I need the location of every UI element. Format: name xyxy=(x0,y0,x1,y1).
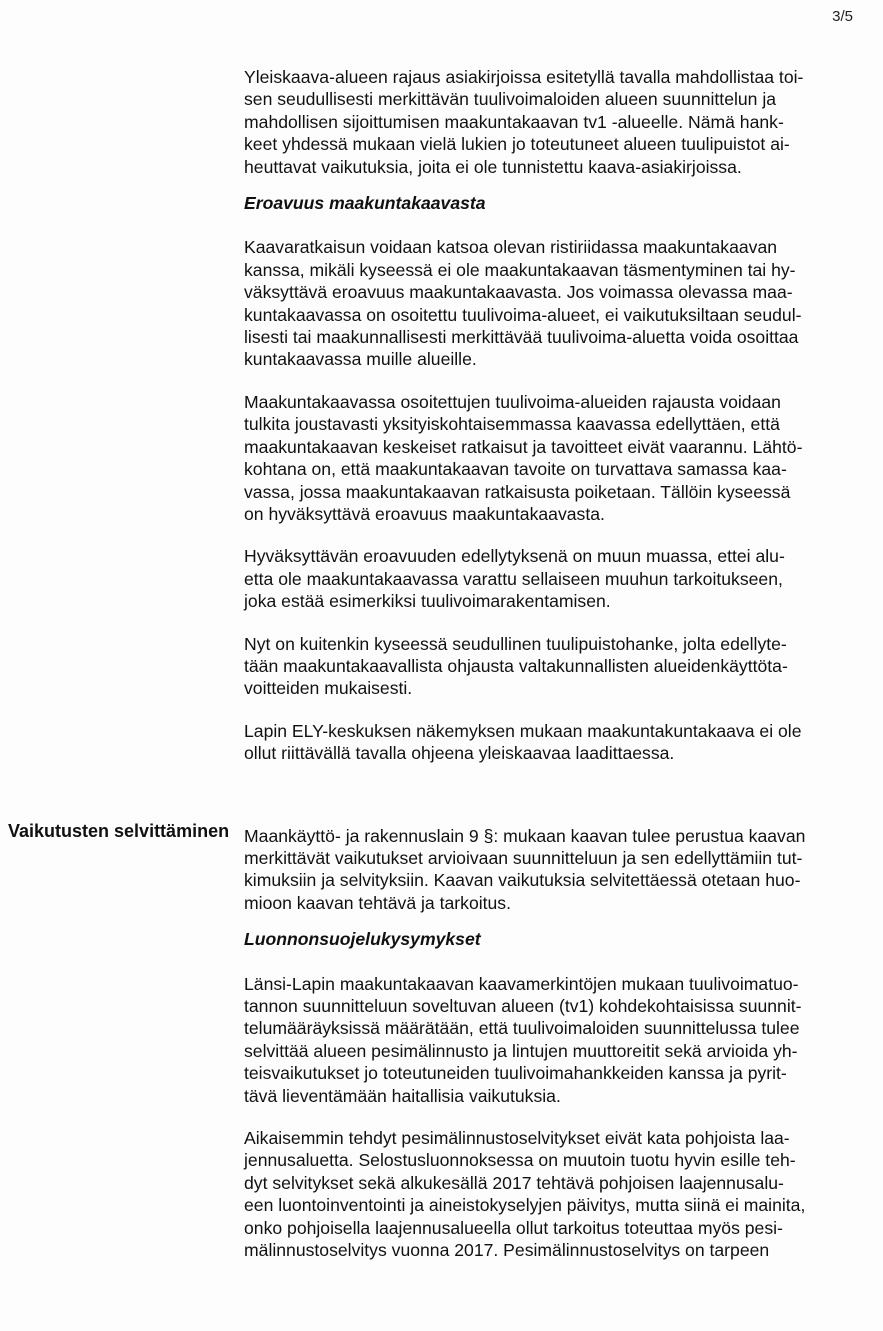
subheading: Eroavuus maakuntakaavasta xyxy=(244,193,486,214)
paragraph: Hyväksyttävän eroavuuden edellytyksenä on muun muassa, ettei alu- etta ole maakuntakaavassa varattu sellaiseen muuhun tarkoitukseen, joka estää esimerkiksi tuulivoimarakentamisen. xyxy=(244,546,785,612)
paragraph: Lapin ELY-keskuksen näkemyksen mukaan maakuntakuntakaava ei ole ollut riittävällä tavalla ohjeena yleiskaavaa laadittaessa. xyxy=(244,720,802,764)
section-gap xyxy=(244,785,878,825)
page-number: 3/5 xyxy=(832,8,853,25)
paragraph: Maakuntakaavassa osoitettujen tuulivoima-alueiden rajausta voidaan tulkita joustavasti yksityiskohtaisemmassa kaavassa edellyttäen, että maakuntakaavan keskeiset ratkaisut ja tavoitteet eivät vaarannu. Lähtö- kohtana on, että maakuntakaavan tavoite on turvattava samassa kaa- vassa, jossa maakuntakaavan ratkaisusta poiketaan. Tällöin kyseessä on hyväksyttävä eroavuus maakuntakaavasta. xyxy=(244,391,803,524)
paragraph: Kaavaratkaisun voidaan katsoa olevan ristiriidassa maakuntakaavan kanssa, mikäli kyseessä ei ole maakuntakaavan täsmentyminen tai hy- väksyttävä eroavuus maakuntakaavasta. Jos voimassa olevassa maa- kuntakaavassa on osoitettu tuulivoima-alueet, ei vaikutuksiltaan seudul- lisesti tai maakunnallisesti merkittävää tuulivoima-aluetta voida osoittaa kuntakaavassa muille alueille. xyxy=(244,237,802,370)
body-section-top xyxy=(244,66,878,765)
paragraph: Länsi-Lapin maakuntakaavan kaavamerkintöjen mukaan tuulivoimatuo- tannon suunnitteluun soveltuvan alueen (tv1) kohdekohtaisissa suunnit- telumääräyksissä määrätään, että tuulivoimaloiden suunnittelussa tulee selvittää alueen pesimälinnusto ja lintujen muuttoreitit sekä arvioida yh- teisvaikutukset jo toteutuneiden tuulivoimahankkeiden kanssa ja pyrit- tävä lieventämään haitallisia vaikutuksia. xyxy=(244,973,802,1106)
document-body xyxy=(244,66,878,1281)
section-heading-impact-assessment: Vaikutusten selvittäminen xyxy=(8,821,230,841)
paragraph: Yleiskaava-alueen rajaus asiakirjoissa esitetyllä tavalla mahdollistaa toi- sen seudullisesti merkittävän tuulivoimaloiden alueen suunnittelun ja mahdollisen sijoittumisen maakuntakaavan tv1 -alueelle. Nämä hank- keet yhdessä mukaan vielä lukien jo toteutuneet alueen tuulipuistot ai- heuttavat vaikutuksia, joita ei ole tunnistettu kaava-asiakirjoissa. xyxy=(244,67,804,177)
subheading: Luonnonsuojelukysymykset xyxy=(244,929,481,950)
paragraph: Maankäyttö- ja rakennuslain 9 §: mukaan kaavan tulee perustua kaavan merkittävät vaikutukset arvioivaan suunnitteluun ja sen edellyttämiin tut- kimuksiin ja selvityksiin. Kaavan vaikutuksia selvitettäessä otetaan huo- mioon kaavan tehtävä ja tarkoitus. xyxy=(244,825,806,913)
paragraph: Aikaisemmin tehdyt pesimälinnustoselvitykset eivät kata pohjoista laa- jennusaluetta. Selostusluonnoksessa on muutoin tuotu hyvin esille teh- dyt selvitykset sekä alkukesällä 2017 tehtävä pohjoisen laajennusalu- een luontoinventointi ja aineistokyselyjen päivitys, mutta siinä ei mainita, onko pohjoisella laajennusalueella ollut tarkoitus toteuttaa myös pesi- mälinnustoselvitys vuonna 2017. Pesimälinnustoselvitys on tarpeen xyxy=(244,1128,806,1261)
body-section-bottom xyxy=(244,825,878,1262)
paragraph: Nyt on kuitenkin kyseessä seudullinen tuulipuistohanke, jolta edellyte- tään maakuntakaavallista ohjausta valtakunnallisten alueidenkäyttöta- voitteiden mukaisesti. xyxy=(244,633,788,699)
